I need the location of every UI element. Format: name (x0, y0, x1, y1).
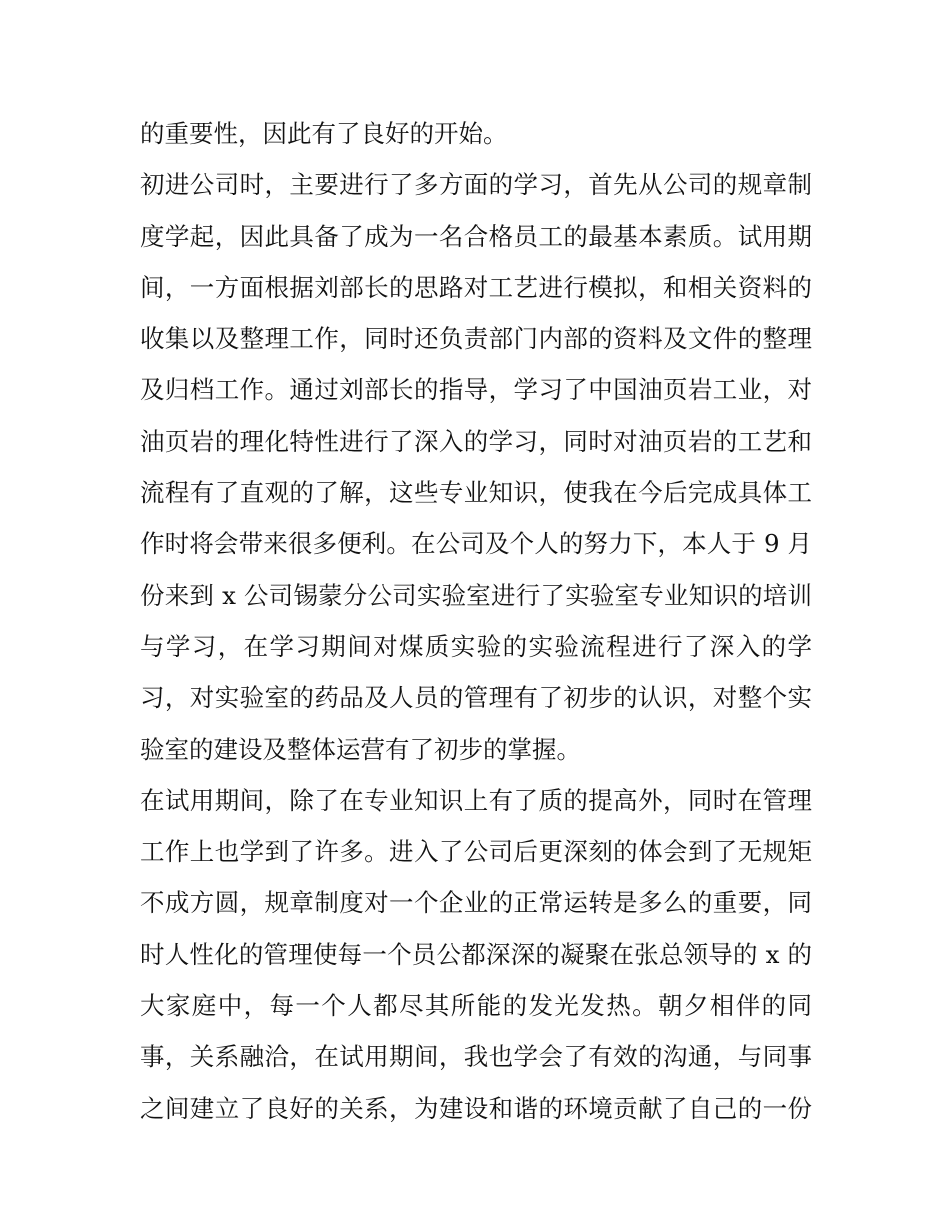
text-line: 份来到 x 公司锡蒙分公司实验室进行了实验室专业知识的培训 (140, 580, 812, 610)
text-line: 事，关系融洽，在试用期间，我也学会了有效的沟通，与同事 (140, 1042, 812, 1072)
text-line: 油页岩的理化特性进行了深入的学习，同时对油页岩的工艺和 (140, 426, 812, 456)
text-line: 与学习，在学习期间对煤质实验的实验流程进行了深入的学 (140, 631, 812, 661)
text-line: 之间建立了良好的关系，为建设和谐的环境贡献了自己的一份 (140, 1093, 812, 1123)
text-line: 收集以及整理工作，同时还负责部门内部的资料及文件的整理 (140, 324, 812, 354)
text-line: 间，一方面根据刘部长的思路对工艺进行模拟，和相关资料的 (140, 272, 812, 302)
text-line: 验室的建设及整体运营有了初步的掌握。 (140, 734, 581, 764)
text-line: 流程有了直观的了解，这些专业知识，使我在今后完成具体工 (140, 478, 812, 508)
text-line: 及归档工作。通过刘部长的指导，学习了中国油页岩工业，对 (140, 375, 812, 405)
text-line: 时人性化的管理使每一个员公都深深的凝聚在张总领导的 x 的 (140, 939, 812, 969)
text-line: 不成方圆，规章制度对一个企业的正常运转是多么的重要，同 (140, 888, 812, 918)
text-line: 作时将会带来很多便利。在公司及个人的努力下，本人于 9 月 (140, 529, 812, 559)
text-line: 的重要性，因此有了良好的开始。 (140, 119, 508, 148)
text-line: 度学起，因此具备了成为一名合格员工的最基本素质。试用期 (140, 221, 812, 251)
text-line: 在试用期间，除了在专业知识上有了质的提高外，同时在管理 (140, 785, 812, 815)
text-line: 习，对实验室的药品及人员的管理有了初步的认识，对整个实 (140, 683, 812, 713)
text-line: 初进公司时，主要进行了多方面的学习，首先从公司的规章制 (140, 170, 812, 200)
document-body (140, 108, 812, 1134)
text-line: 大家庭中，每一个人都尽其所能的发光发热。朝夕相伴的同 (140, 991, 812, 1021)
text-line: 工作上也学到了许多。进入了公司后更深刻的体会到了无规矩 (140, 837, 812, 867)
